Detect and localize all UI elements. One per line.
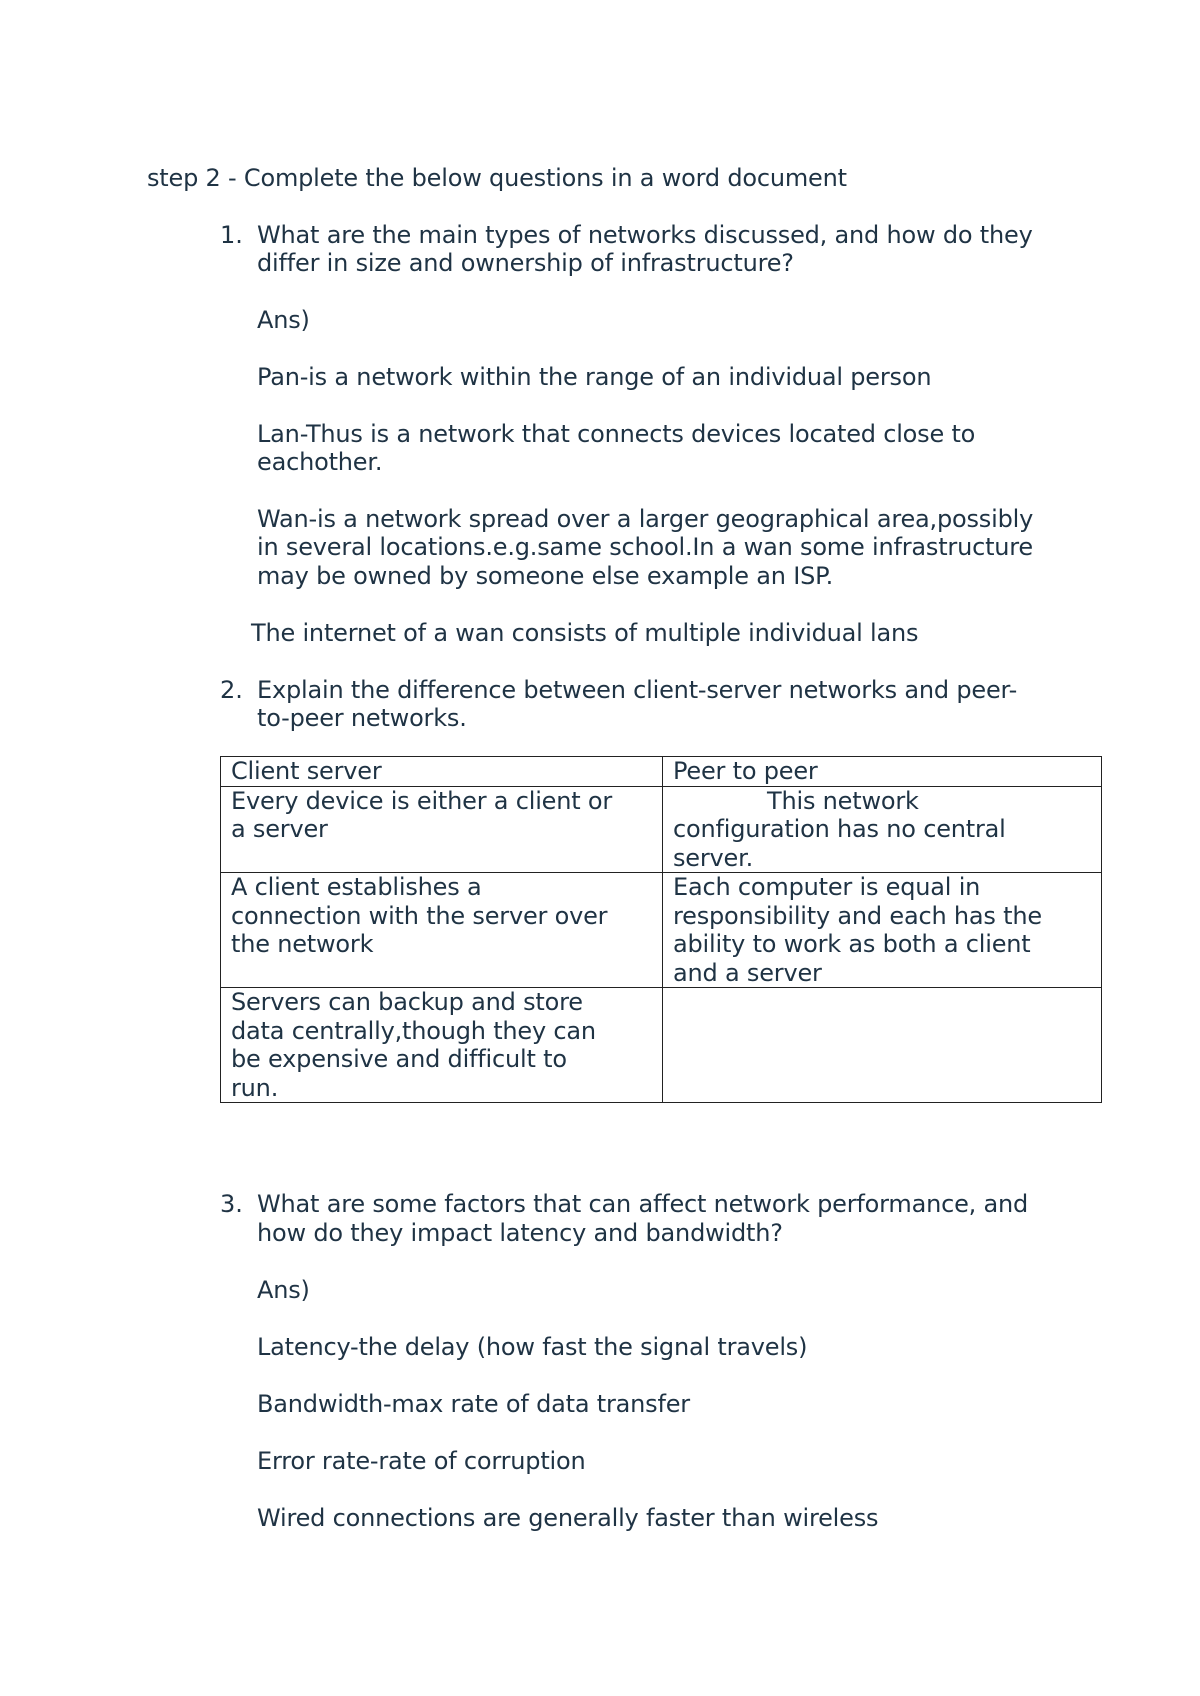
answer-wan: Wan-is a network spread over a larger geographical area,possibly xyxy=(257,505,1034,533)
question-3-number: 3. xyxy=(220,1190,243,1218)
answer-wan-cont-1: in several locations.e.g.same school.In a wan some infrastructure xyxy=(257,533,1034,561)
question-1-text-cont: differ in size and ownership of infrastructure? xyxy=(257,249,794,277)
answer-pan: Pan-is a network within the range of an individual person xyxy=(257,363,932,391)
answer-error-rate: Error rate-rate of corruption xyxy=(257,1447,586,1475)
page-heading: step 2 - Complete the below questions in a word document xyxy=(147,164,847,192)
answer-internet: The internet of a wan consists of multiple individual lans xyxy=(251,619,919,647)
comparison-table xyxy=(220,756,1102,1103)
answer-label: Ans) xyxy=(257,1276,310,1304)
table-cell: Servers can backup and store data centrally,though they can be expensive and difficult to run. xyxy=(221,988,663,1103)
table-cell: Every device is either a client or a server xyxy=(221,786,663,873)
table-header-client-server: Client server xyxy=(221,757,663,787)
table-row xyxy=(221,988,1102,1103)
table-cell: This network configuration has no central server. xyxy=(663,786,1102,873)
table-cell: A client establishes a connection with the server over the network xyxy=(221,873,663,988)
table-row xyxy=(221,786,1102,873)
question-2-text-cont: to-peer networks. xyxy=(257,704,467,732)
question-1-number: 1. xyxy=(220,221,243,249)
table-cell: Each computer is equal in responsibility and each has the ability to work as both a client and a server xyxy=(663,873,1102,988)
answer-label: Ans) xyxy=(257,306,310,334)
answer-lan-cont: eachother. xyxy=(257,448,383,476)
answer-latency: Latency-the delay (how fast the signal travels) xyxy=(257,1333,808,1361)
answer-wan-cont-2: may be owned by someone else example an ISP. xyxy=(257,562,834,590)
answer-lan: Lan-Thus is a network that connects devices located close to xyxy=(257,420,976,448)
table-cell xyxy=(663,988,1102,1103)
answer-wired: Wired connections are generally faster than wireless xyxy=(257,1504,879,1532)
question-2-number: 2. xyxy=(220,676,243,704)
question-2-text: Explain the difference between client-server networks and peer- xyxy=(257,676,1018,704)
answer-bandwidth: Bandwidth-max rate of data transfer xyxy=(257,1390,690,1418)
table-header-row xyxy=(221,757,1102,787)
question-1-text: What are the main types of networks discussed, and how do they xyxy=(257,221,1033,249)
table-header-peer-to-peer: Peer to peer xyxy=(663,757,1102,787)
question-3-text-cont: how do they impact latency and bandwidth? xyxy=(257,1219,783,1247)
question-3-text: What are some factors that can affect network performance, and xyxy=(257,1190,1029,1218)
table-row xyxy=(221,873,1102,988)
